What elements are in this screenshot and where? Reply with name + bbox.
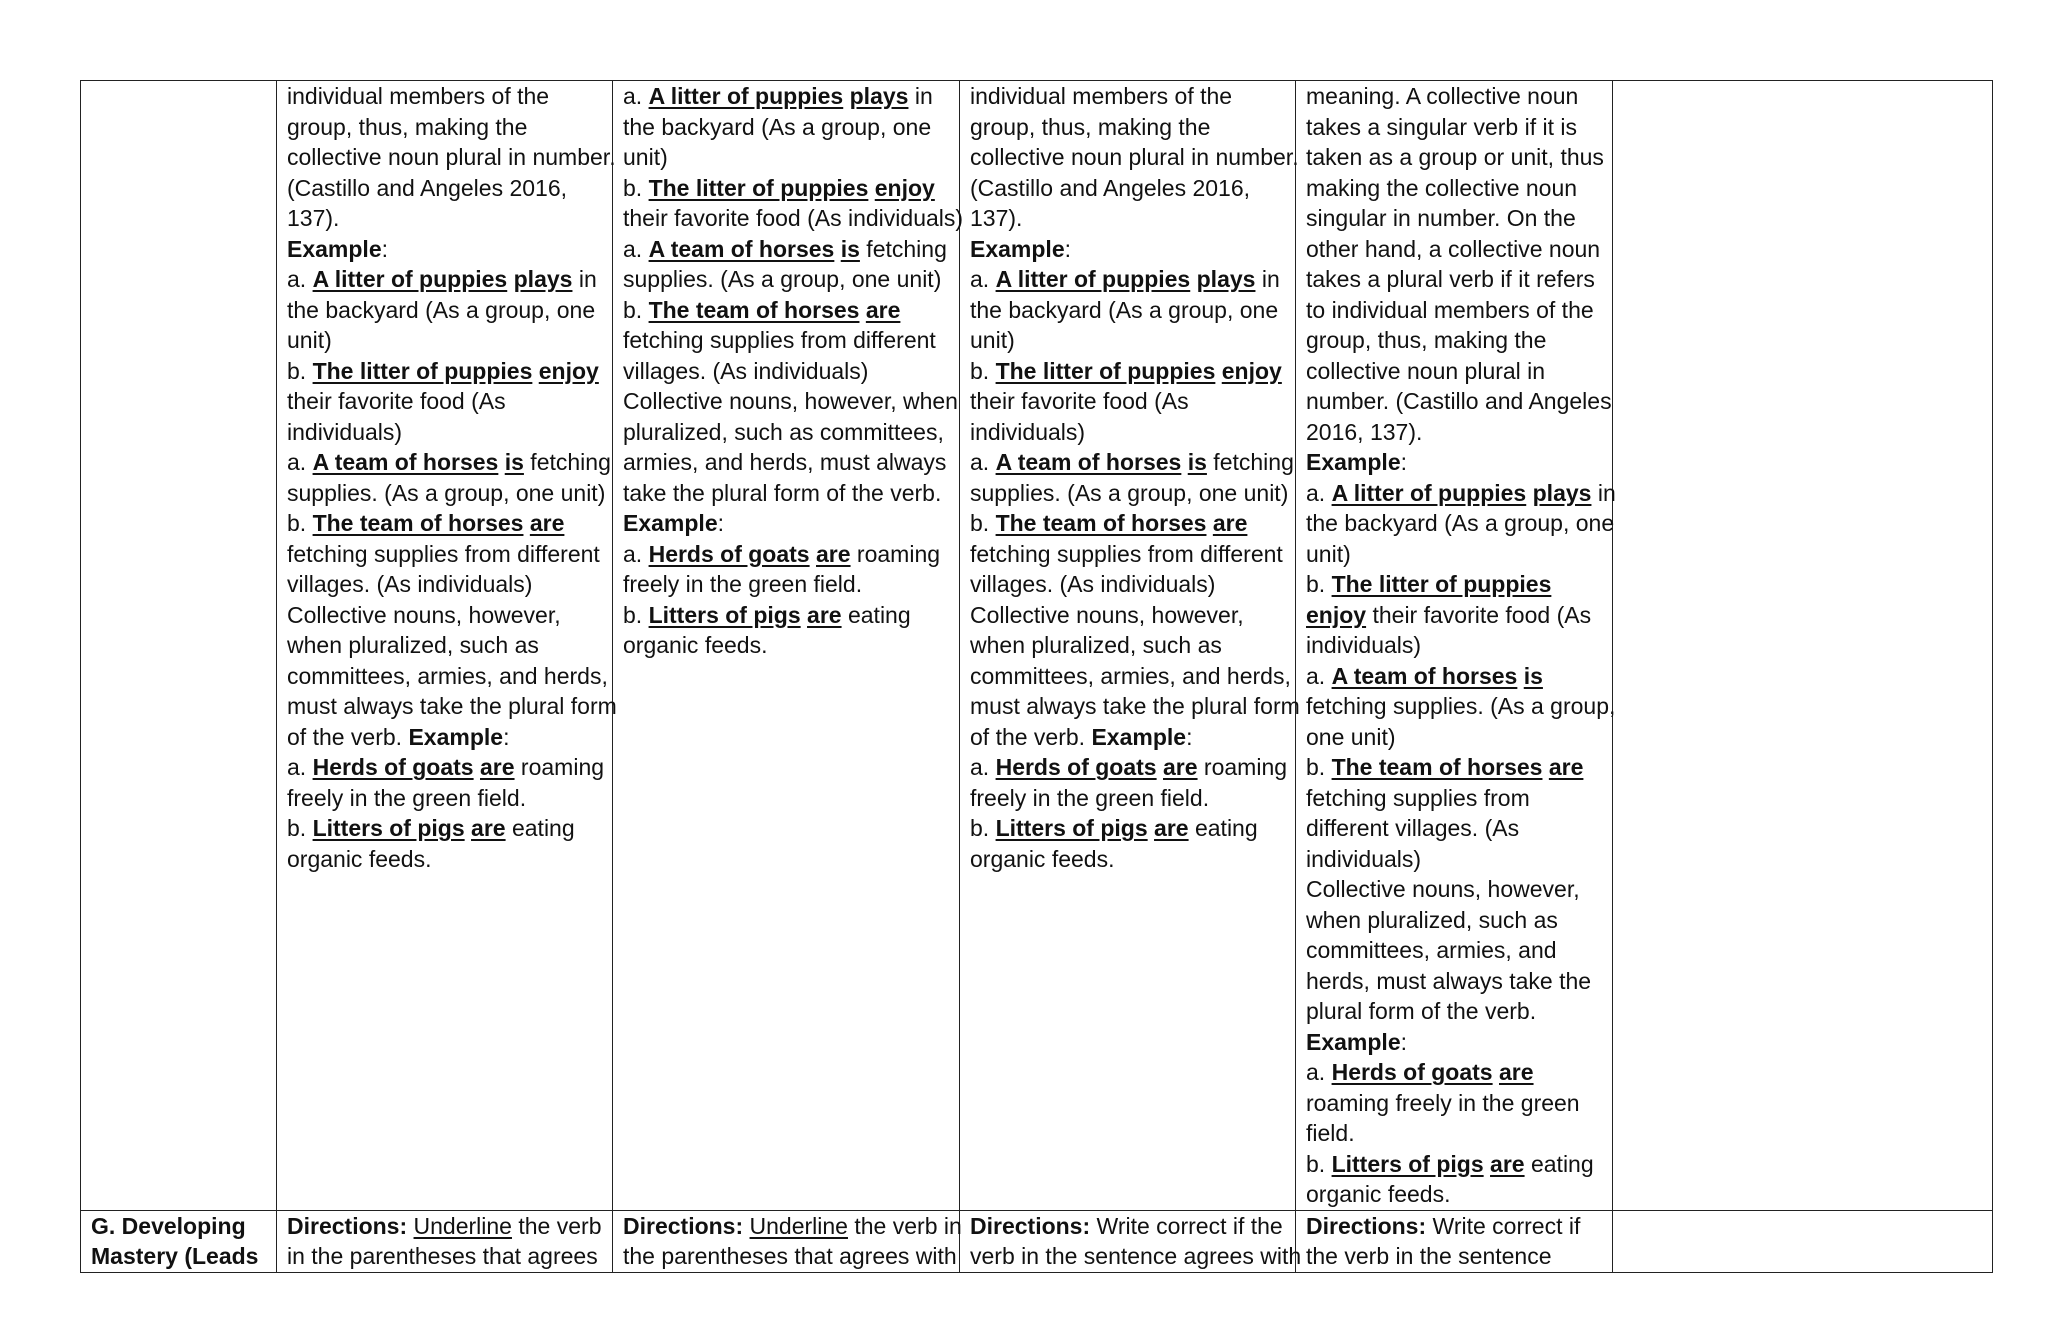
- example-heading: Example:: [287, 235, 388, 262]
- text-line: (Castillo and Angeles 2016,: [287, 174, 568, 201]
- text-line: roaming freely in the green: [1306, 1089, 1580, 1116]
- table-cell-col2: [277, 1210, 613, 1272]
- text-line: villages. (As individuals): [287, 571, 533, 597]
- text-line: the backyard (As a group, one: [970, 296, 1279, 323]
- text-line: Collective nouns, however, when: [623, 388, 958, 414]
- table-cell-remarks-empty: [1613, 81, 1993, 1211]
- text-line: their favorite food (As individuals): [623, 205, 964, 231]
- example-line: b. Litters of pigs are eating: [287, 815, 575, 841]
- text-line: villages. (As individuals): [623, 357, 869, 384]
- text-line: group, thus, making the: [970, 113, 1211, 140]
- text-line: freely in the green field.: [287, 784, 527, 811]
- text-line: when pluralized, such as: [287, 632, 539, 658]
- text-line: meaning. A collective noun: [1306, 83, 1579, 109]
- text-line: fetching supplies from: [1306, 784, 1530, 811]
- text-line: individuals): [1306, 632, 1422, 658]
- example-line: b. The team of horses are: [287, 510, 565, 536]
- text-line: individuals): [1306, 845, 1422, 872]
- example-line: a. Herds of goats are roaming: [623, 540, 941, 567]
- text-line: field.: [1306, 1120, 1355, 1146]
- text-line: supplies. (As a group, one unit): [287, 479, 606, 506]
- text-line: number. (Castillo and Angeles: [1306, 388, 1612, 414]
- text-line: verb in the sentence agrees with: [970, 1242, 1302, 1269]
- example-line: a. A team of horses is: [1306, 662, 1543, 689]
- text-line: fetching supplies from different: [623, 327, 936, 353]
- text-line: organic feeds.: [623, 632, 768, 658]
- example-line: a. A litter of puppies plays in: [623, 83, 933, 109]
- text-line: unit): [287, 327, 332, 353]
- table-cell-col4: [960, 1210, 1302, 1272]
- text-line: individual members of the: [287, 83, 550, 109]
- example-line: b. The team of horses are: [623, 296, 901, 323]
- text-line: individual members of the: [970, 83, 1233, 109]
- example-line: b. The litter of puppies enjoy: [970, 357, 1282, 384]
- text-line: fetching supplies. (As a group,: [1306, 693, 1616, 719]
- text-line: supplies. (As a group, one unit): [970, 479, 1289, 506]
- directions-line: Directions: Write correct if the: [970, 1212, 1283, 1239]
- example-line: a. A team of horses is fetching: [623, 235, 947, 262]
- text-line: one unit): [1306, 723, 1396, 750]
- text-line: when pluralized, such as: [1306, 906, 1558, 933]
- lesson-plan-table: [80, 80, 1993, 1273]
- example-line: b. Litters of pigs are eating: [970, 815, 1258, 841]
- text-line: plural form of the verb.: [1306, 998, 1537, 1024]
- example-line: a. Herds of goats are roaming: [970, 754, 1288, 780]
- example-line: a. A team of horses is fetching: [970, 449, 1294, 475]
- example-line: a. Herds of goats are roaming: [287, 754, 605, 780]
- section-label: Mastery (Leads: [91, 1242, 259, 1269]
- text-line: the backyard (As a group, one: [623, 113, 932, 140]
- example-line: a. A litter of puppies plays in: [970, 266, 1280, 292]
- text-line: 137).: [287, 205, 340, 231]
- table-cell-col3: [613, 1210, 960, 1272]
- table-cell-col2: [277, 81, 617, 1211]
- text-line: fetching supplies from different: [970, 540, 1283, 567]
- text-line: their favorite food (As: [970, 388, 1189, 414]
- text-line: of the verb. Example:: [970, 723, 1193, 750]
- text-line: the backyard (As a group, one: [1306, 510, 1615, 536]
- example-line: b. The litter of puppies: [1306, 571, 1552, 597]
- table-cell-remarks-empty: [1613, 1210, 1993, 1272]
- text-line: group, thus, making the: [1306, 327, 1547, 353]
- text-line: the verb in the sentence: [1306, 1242, 1552, 1269]
- text-line: organic feeds.: [970, 845, 1115, 872]
- text-line: unit): [970, 327, 1015, 353]
- text-line: the backyard (As a group, one: [287, 296, 596, 323]
- directions-line: Directions: Underline the verb in: [623, 1212, 962, 1239]
- example-line: b. Litters of pigs are eating: [1306, 1150, 1594, 1177]
- text-line: of the verb. Example:: [287, 723, 510, 750]
- example-line: a. A litter of puppies plays in: [1306, 479, 1616, 506]
- text-line: organic feeds.: [1306, 1181, 1451, 1207]
- text-line: must always take the plural form: [970, 693, 1300, 719]
- example-heading: Example:: [1306, 449, 1407, 475]
- example-line: b. Litters of pigs are eating: [623, 601, 911, 628]
- table-cell-label: [81, 1210, 277, 1272]
- text-line: collective noun plural in number.: [970, 144, 1299, 170]
- text-line: take the plural form of the verb.: [623, 479, 942, 506]
- text-line: must always take the plural form: [287, 693, 617, 719]
- text-line: collective noun plural in number.: [287, 144, 616, 170]
- example-heading: Example:: [623, 510, 724, 536]
- text-line: committees, armies, and herds,: [287, 662, 608, 689]
- table-cell-col4: [960, 81, 1300, 1211]
- example-line: a. A team of horses is fetching: [287, 449, 611, 475]
- example-heading: Example:: [1306, 1028, 1407, 1055]
- text-line: takes a singular verb if it is: [1306, 113, 1578, 140]
- text-line: individuals): [970, 418, 1086, 445]
- text-line: group, thus, making the: [287, 113, 528, 140]
- text-line: in the parentheses that agrees: [287, 1242, 598, 1269]
- text-line: pluralized, such as committees,: [623, 418, 944, 445]
- text-line: the parentheses that agrees with: [623, 1242, 957, 1269]
- example-line: a. A litter of puppies plays in: [287, 266, 597, 292]
- section-label: G. Developing: [91, 1212, 246, 1239]
- text-line: Collective nouns, however,: [287, 601, 561, 628]
- text-line: villages. (As individuals): [970, 571, 1216, 597]
- table-cell-col3: [613, 81, 964, 1211]
- text-line: herds, must always take the: [1306, 967, 1592, 994]
- directions-line: Directions: Underline the verb: [287, 1212, 602, 1239]
- table-cell-label-empty: [81, 81, 277, 1211]
- example-line: enjoy their favorite food (As: [1306, 601, 1592, 628]
- text-line: different villages. (As: [1306, 815, 1520, 841]
- text-line: individuals): [287, 418, 403, 445]
- example-line: a. Herds of goats are: [1306, 1059, 1534, 1085]
- text-line: when pluralized, such as: [970, 632, 1222, 658]
- text-line: other hand, a collective noun: [1306, 235, 1601, 262]
- text-line: collective noun plural in: [1306, 357, 1546, 384]
- text-line: unit): [1306, 540, 1351, 567]
- table-cell-col5: [1296, 81, 1616, 1211]
- text-line: committees, armies, and: [1306, 937, 1557, 963]
- directions-line: Directions: Write correct if: [1306, 1212, 1581, 1239]
- text-line: making the collective noun: [1306, 174, 1578, 201]
- example-line: b. The team of horses are: [970, 510, 1248, 536]
- text-line: freely in the green field.: [970, 784, 1210, 811]
- text-line: takes a plural verb if it refers: [1306, 266, 1595, 292]
- text-line: armies, and herds, must always: [623, 449, 947, 475]
- text-line: their favorite food (As: [287, 388, 506, 414]
- text-line: supplies. (As a group, one unit): [623, 266, 942, 292]
- example-line: b. The litter of puppies enjoy: [287, 357, 599, 384]
- table-row: [81, 81, 1993, 1211]
- text-line: Collective nouns, however,: [970, 601, 1244, 628]
- text-line: taken as a group or unit, thus: [1306, 144, 1604, 170]
- text-line: 137).: [970, 205, 1023, 231]
- table-row: [81, 1210, 1993, 1272]
- example-line: b. The team of horses are: [1306, 754, 1584, 780]
- text-line: singular in number. On the: [1306, 205, 1576, 231]
- example-line: b. The litter of puppies enjoy: [623, 174, 935, 201]
- text-line: Collective nouns, however,: [1306, 876, 1580, 902]
- text-line: to individual members of the: [1306, 296, 1594, 323]
- text-line: freely in the green field.: [623, 571, 863, 597]
- text-line: committees, armies, and herds,: [970, 662, 1291, 689]
- text-line: unit): [623, 144, 668, 170]
- text-line: (Castillo and Angeles 2016,: [970, 174, 1251, 201]
- example-heading: Example:: [970, 235, 1071, 262]
- text-line: fetching supplies from different: [287, 540, 600, 567]
- text-line: 2016, 137).: [1306, 418, 1423, 445]
- text-line: organic feeds.: [287, 845, 432, 872]
- table-cell-col5: [1296, 1210, 1613, 1272]
